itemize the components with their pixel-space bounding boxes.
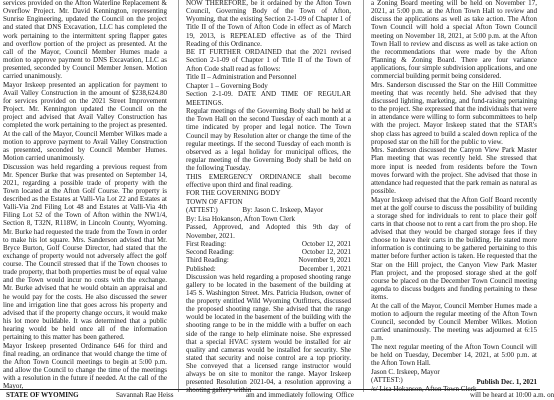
attest-mayor-line: (ATTEST:) By: Jason C. Irskeep, Mayor: [186, 206, 324, 215]
paragraph: Discussion was held regarding a previous request from Mr. Spencer Burke that was presented on September 14, 2021, regarding a possible trade of property with the Town located at the Afton Golf Course. The property is described as the Estates at Valli-Via Lot 22 and Estates at Valli-Via 2nd Filing Lot 48 and Estates at Valli-Via 4th Filing Lot 52 of the Town of Afton within the NW1/4, Section 8, T32N, R118W, in Lincoln County, Wyoming. Mr. Burke had requested the trade from the Town in order to make his lot square. Mrs. Sanderson advised that Mr. Bryce Burton, Golf Course Director, had stated that the exchange of property would not adversely affect the golf course. The Council stressed that if the Town chooses to trade property, that both properties must be of equal value and the Town would incur no costs with the exchange. Mr. Burke advised that he would obtain an appraisal and he would pay for the costs. He also discussed the sewer line and irrigation line that goes across his property and advised that if the property change occurs, it would make his lot more buildable. It was determined that a public hearing would be held once all of the information pertaining to this matter has been gathered.: [3, 162, 167, 342]
paragraph: Mayor Irskeep advised that the Afton Golf Board recently met at the golf course to discuss the possibility of building a storage shed for individuals to rent to place their golf carts in that choose not to rent a cart from the pro shop. He advised that they would be charged storage fees if they choose to leave their carts in the building. He stated more information is continuing to be gathered pertaining to this matter before further action is taken. He requested that the Star on the Hill project, the Canyon View Park Master Plan project, and the proposed storage shed at the golf course be placed on the December Town Council meeting agenda to discuss budgets and funding pertaining to these items.: [371, 195, 537, 301]
mayor-signature-line: Jason C. Irskeep, Mayor: [371, 367, 440, 376]
next-notice-strip: [0, 391, 554, 400]
ordinance-section-heading: Section 2-1-09. DATE AND TIME OF REGULAR MEETINGS.: [186, 90, 351, 107]
schedule-label: Second Reading:: [186, 248, 234, 257]
paragraph: Mrs. Sanderson discussed the Star on the Hill Committee meeting that was recently held. She advised that they discussed lighting, marketing, and fund-raising pertaining to the project. She expressed that the individuals that were in attendance were willing to form subcommittees to help with the project. Mayor Irskeep stated that the STAR's shop class has agreed to build a scaled down replica of the proposed star on the hill for the public to view.: [371, 80, 537, 146]
schedule-date: December 1, 2021: [299, 264, 351, 273]
next-notice-text: Office: [336, 391, 354, 399]
schedule-row: [186, 256, 351, 264]
clerk-signature-line: By: Lisa Hokanson, Afton Town Clerk: [186, 214, 295, 223]
next-notice-text: will be heard at 10:00 a.m. on: [470, 391, 554, 399]
next-notice-text: am and immediately following: [246, 391, 333, 399]
schedule-label: Third Reading:: [186, 256, 229, 265]
paragraph: services provided on the Afton Waterline Replacement & Overflow Project. Mr. David Kennington, representing Sunrise Engineering, updated the Council on the project and stated that DNS Excavation, LLC has completed the work pertaining to the intermittent spring flapper gates and overflow portion of the project as presented. At the call of the Mayor, Council Member Humes made a motion to approve payment to DNS Excavation, LLC as presented, seconded by Council Member Jensen. Motion carried unanimously.: [3, 0, 167, 81]
next-notice-text: Savannah Rae Heiss: [116, 391, 174, 399]
adoption-statement: Passed, Approved, and Adopted this 9th day of November, 2021.: [186, 223, 351, 240]
schedule-label: Published:: [186, 264, 216, 273]
schedule-row: [186, 248, 351, 256]
clerk-signature-line: /s/ Lisa Hokanson, Afton Town Clerk: [371, 384, 477, 393]
ordinance-title-line: Title II – Administration and Personnel: [186, 73, 297, 82]
notice-separator-rule: [0, 389, 540, 390]
schedule-date: October 12, 2021: [301, 240, 351, 249]
schedule-date: October 12, 2021: [301, 248, 351, 257]
governing-body-signature: FOR THE GOVERNING BODY TOWN OF AFTON: [186, 189, 281, 206]
schedule-label: First Reading:: [186, 240, 227, 249]
next-notice-heading: STATE OF WYOMING: [6, 391, 79, 399]
publication-date: Publish Dec. 1, 2021: [476, 378, 537, 386]
paragraph: Mayor Irskeep presented an application for payment to Avail Valley Construction in the amount of $238,624.80 for services provided on the 2021 Street Improvement Project. Mr. Kennington updated the Council on the project and advised that Avail Valley Construction has completed the work pertaining to the project as presented. At the call of the Mayor, Council Member Wilkes made a motion to approve payment to Avail Valley Construction as presented, seconded by Council Member Humes. Motion carried unanimously.: [3, 80, 167, 162]
schedule-row: [186, 240, 351, 248]
reading-schedule: [186, 240, 351, 273]
paragraph: Regular meetings of the Governing Body shall be held at the Town Hall on the second Tuesday of each month at a time indicated by proper and legal notice. The Town Council may by Resolution alter or change the time of the regular meetings. If the second Tuesday of each month is observed as a legal holiday for municipal offices, the regular meeting of the Governing Body shall be held on the following Tuesday.: [186, 107, 351, 172]
paragraph: Mayor Irskeep presented Ordinance 646 for third and final reading, an ordinance that would change the time of the Afton Town Council meetings to begin at 5:00 p.m. and allow the Council to change the time of the meetings with a resolution in the future if needed. At the call of the Mayor,: [3, 341, 167, 391]
ordinance-chapter-line: Chapter 1 – Governing Body: [186, 81, 268, 90]
paragraph: Discussion was held regarding a proposed shooting range gallery to be located in the basement of the building at 145 S. Washington Street. Mrs. Patricia Hudson, owner of the property entitled Wild Wyoming Outfitters, discussed the proposed shooting range. She advised that the range would be located in the basement of the building with the shooting range to be in the middle with a buffer on each side of the range to help eliminate noise. She expressed that a special HVAC system would be installed for air quality and cameras would be installed for security. She stated that security and noise control are a top priority. She conveyed that a licensed range instructor would always be on site to monitor the range. Mayor Irskeep presented Resolution 2021-04, a resolution approving a shooting gallery within: [186, 272, 351, 395]
schedule-row: [186, 265, 351, 273]
paragraph: THIS EMERGENCY ORDINANCE shall become effective upon third and final reading.: [186, 172, 351, 189]
schedule-date: November 9, 2021: [298, 256, 351, 265]
paragraph: BE IT FURTHER ORDAINED that the 2021 revised Section 2-1-09 of Chapter 1 of Title II of the Town of Afton Code shall read as follows:: [186, 48, 351, 73]
paragraph: Mrs. Sanderson discussed the Canyon View Park Master Plan meeting that was recently held. She stressed that more input is needed from residents before the Town moves forward with the project. She advised that those in attendance had requested that the park remain as natural as possible.: [371, 146, 537, 195]
attest-line: (ATTEST:): [371, 376, 403, 385]
paragraph: The next regular meeting of the Afton Town Council will be held on Tuesday, December 14, 2021, at 5:00 p.m. at the Afton Town Hall.: [371, 342, 537, 367]
column-divider: [363, 0, 364, 392]
paragraph: NOW THEREFORE, be it ordained by the Afton Town Council, Governing Body of the Town of Afton, Wyoming, that the existing Section 2-1-09 of Chapter 1 of Title II of the Town of Afton Code in effect as of March 19, 2013, is REPEALED effective as of the Third Reading of this Ordinance.: [186, 0, 351, 48]
column-1: [3, 0, 167, 391]
paragraph: At the call of the Mayor, Council Member Humes made a motion to adjourn the regular meeting of the Afton Town Council, seconded by Council Member Wilkes. Motion carried unanimously. The meeting was adjourned at 6:15 p.m.: [371, 301, 537, 343]
column-divider: [178, 0, 179, 392]
paragraph: a Zoning Board meeting will be held on November 17, 2021, at 5:00 p.m. at the Afton Town Hall to review and discuss the applications as well as take action. The Afton Town Council will hold a special Afton Town Council meeting on November 18, 2021, at 5:00 p.m. at the Afton Town Hall to review and discuss as well as take action on the recommendations that were made by the Afton Planning & Zoning Board. There are four variance applications, four simple subdivision applications, and one commercial building permit being considered.: [371, 0, 537, 81]
